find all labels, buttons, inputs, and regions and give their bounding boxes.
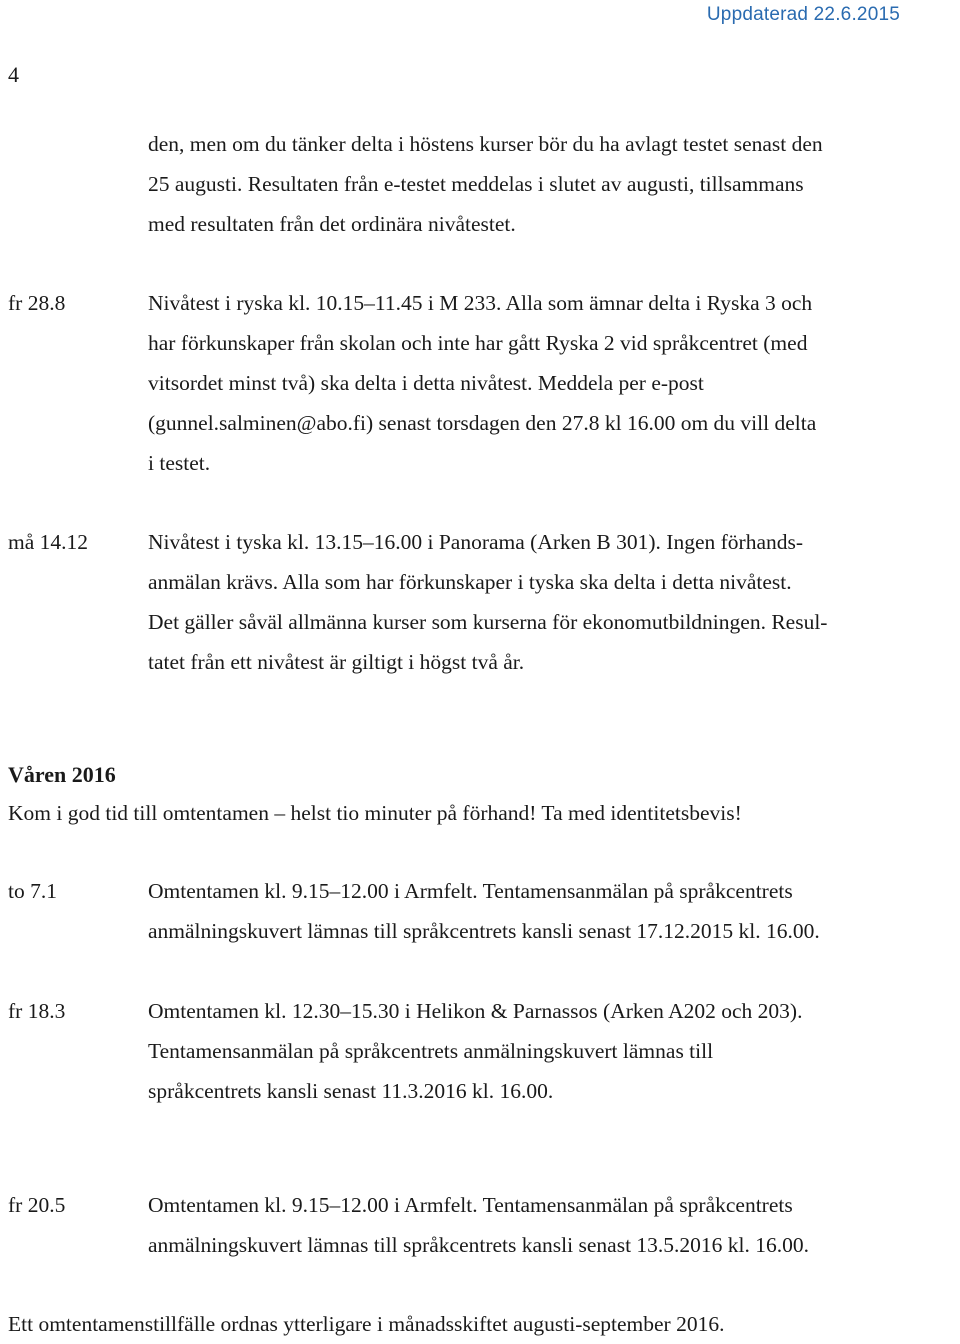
entry-line: Det gäller såväl allmänna kurser som kurserna för ekonomutbildningen. Resul-: [148, 610, 828, 634]
intro-paragraph: [148, 124, 948, 244]
entry-line: anmälan krävs. Alla som har förkunskaper i tyska ska delta i detta nivåtest.: [148, 570, 792, 594]
entry-body: [148, 871, 953, 951]
intro-line: 25 augusti. Resultaten från e-testet meddelas i slutet av augusti, tillsammans: [148, 172, 804, 196]
entry-line: har förkunskaper från skolan och inte har gått Ryska 2 vid språkcentret (med: [148, 331, 808, 355]
entry-date: fr 18.3: [8, 999, 66, 1023]
entry-date: fr 28.8: [8, 291, 66, 315]
entry-line: Omtentamen kl. 9.15–12.00 i Armfelt. Tentamensanmälan på språkcentrets: [148, 1193, 793, 1217]
entry-line: (gunnel.salminen@abo.fi) senast torsdagen den 27.8 kl 16.00 om du vill delta: [148, 411, 817, 435]
entry-date: fr 20.5: [8, 1193, 66, 1217]
updated-date: Uppdaterad 22.6.2015: [706, 4, 900, 25]
intro-line: med resultaten från det ordinära nivåtestet.: [148, 212, 516, 236]
entry-line: vitsordet minst två) ska delta i detta nivåtest. Meddela per e-post: [148, 371, 704, 395]
footer-note: Ett omtentamenstillfälle ordnas ytterligare i månadsskiftet augusti-september 2016.: [8, 1312, 725, 1336]
page-number: 4: [8, 62, 19, 87]
entry-line: Nivåtest i ryska kl. 10.15–11.45 i M 233. Alla som ämnar delta i Ryska 3 och: [148, 291, 813, 315]
entry-body: [148, 283, 953, 483]
entry-date: to 7.1: [8, 879, 57, 903]
entry-body: [148, 1185, 953, 1265]
entry-line: Omtentamen kl. 9.15–12.00 i Armfelt. Tentamensanmälan på språkcentrets: [148, 879, 793, 903]
entry-line: Nivåtest i tyska kl. 13.15–16.00 i Panorama (Arken B 301). Ingen förhands-: [148, 530, 804, 554]
entry-body: [148, 522, 953, 682]
entry-line: Omtentamen kl. 12.30–15.30 i Helikon & Parnassos (Arken A202 och 203).: [148, 999, 803, 1023]
section-title-spring-2016: Våren 2016: [8, 762, 116, 787]
entry-body: [148, 991, 953, 1111]
section-note: Kom i god tid till omtentamen – helst tio minuter på förhand! Ta med identitetsbevis!: [8, 801, 742, 825]
entry-line: Tentamensanmälan på språkcentrets anmälningskuvert lämnas till: [148, 1039, 714, 1063]
entry-line: språkcentrets kansli senast 11.3.2016 kl. 16.00.: [148, 1079, 554, 1103]
entry-line: anmälningskuvert lämnas till språkcentrets kansli senast 13.5.2016 kl. 16.00.: [148, 1233, 810, 1257]
intro-line: den, men om du tänker delta i höstens kurser bör du ha avlagt testet senast den: [148, 132, 823, 156]
entry-line: anmälningskuvert lämnas till språkcentrets kansli senast 17.12.2015 kl. 16.00.: [148, 919, 820, 943]
entry-line: i testet.: [148, 451, 211, 475]
entry-date: må 14.12: [8, 530, 89, 554]
entry-line: tatet från ett nivåtest är giltigt i högst två år.: [148, 650, 525, 674]
